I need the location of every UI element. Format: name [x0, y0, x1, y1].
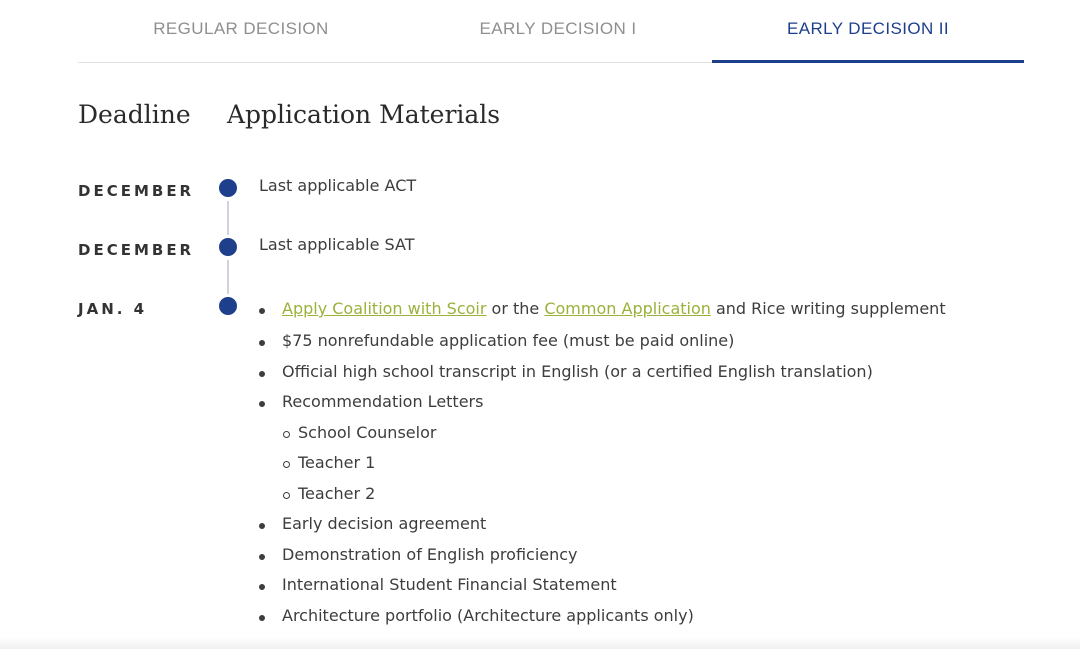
circle-bullet-icon: [283, 431, 290, 438]
bottom-fade: [0, 637, 1080, 649]
bullet-icon: [259, 371, 265, 377]
decision-tabs: [78, 0, 1024, 63]
timeline-connector: [227, 260, 229, 294]
list-item-text: International Student Financial Statement: [282, 575, 617, 594]
material-text: Last applicable ACT: [259, 176, 417, 195]
bullet-icon: [259, 340, 265, 346]
list-item-text: Recommendation Letters: [282, 392, 484, 411]
bullet-icon: [259, 615, 265, 621]
deadline-date: DECEMBER: [78, 182, 195, 200]
timeline-dot-icon: [219, 179, 237, 197]
circle-bullet-icon: [283, 492, 290, 499]
timeline-dot-icon: [219, 297, 237, 315]
deadline-date: JAN. 4: [78, 300, 148, 318]
list-item-text: Architecture portfolio (Architecture applicants only): [282, 606, 694, 625]
bullet-icon: [259, 308, 265, 314]
list-item-text: [282, 299, 946, 318]
bullet-icon: [259, 584, 265, 590]
list-item-text: Teacher 2: [298, 484, 376, 503]
tab-regular-decision[interactable]: REGULAR DECISION: [153, 19, 329, 38]
circle-bullet-icon: [283, 461, 290, 468]
deadline-date: DECEMBER: [78, 241, 195, 259]
deadline-heading: Deadline: [78, 100, 191, 129]
bullet-icon: [259, 523, 265, 529]
bullet-icon: [259, 554, 265, 560]
materials-heading: Application Materials: [227, 100, 501, 129]
common-application-link[interactable]: Common Application: [544, 299, 711, 318]
connector-text: and Rice writing supplement: [710, 299, 946, 318]
connector-text: or the: [486, 299, 545, 318]
tab-early-decision-1[interactable]: EARLY DECISION I: [479, 19, 637, 38]
list-item-text: Demonstration of English proficiency: [282, 545, 578, 564]
tab-early-decision-2[interactable]: EARLY DECISION II: [712, 0, 1024, 62]
bullet-icon: [259, 401, 265, 407]
material-text: Last applicable SAT: [259, 235, 415, 254]
timeline-dot-icon: [219, 238, 237, 256]
list-item-text: Teacher 1: [298, 453, 376, 472]
list-item-text: Early decision agreement: [282, 514, 487, 533]
timeline-connector: [227, 201, 229, 235]
coalition-scoir-link[interactable]: Apply Coalition with Scoir: [282, 299, 487, 318]
list-item-text: School Counselor: [298, 423, 437, 442]
list-item-text: Official high school transcript in English (or a certified English translation): [282, 362, 873, 381]
list-item-text: $75 nonrefundable application fee (must be paid online): [282, 331, 735, 350]
